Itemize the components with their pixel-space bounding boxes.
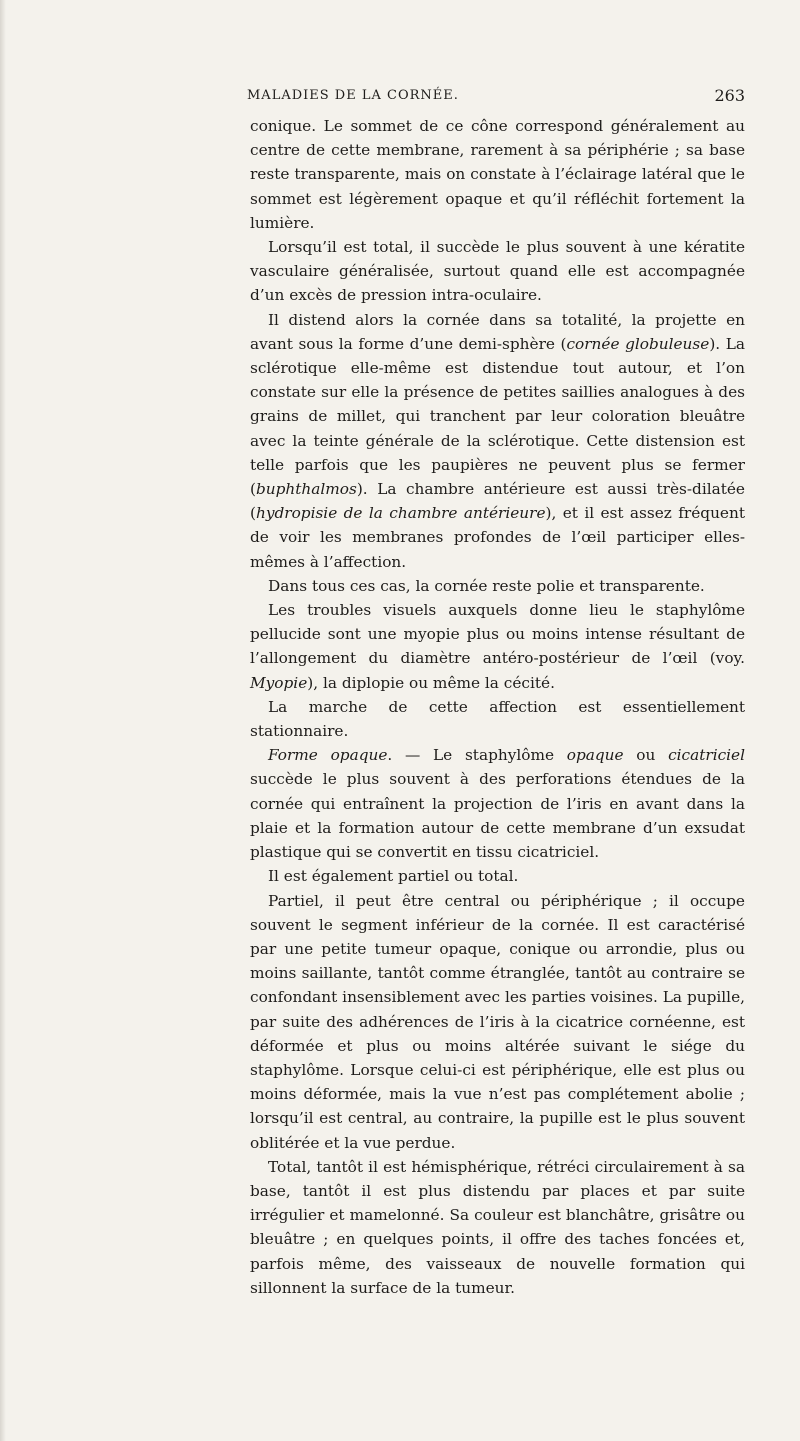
text-run: La marche de cette affection est essentiellement stationnaire. [250, 697, 745, 741]
text-run: ), la diplopie ou même la cécité. [307, 673, 555, 692]
text-run: . — Le staphylôme [387, 746, 567, 765]
text-run: Les troubles visuels auxquels donne lieu le staphylôme pellucide sont une myopie plus ou moins intense résultant de l’allongement du diamètre antéro-postérieur de l’œil (voy. [250, 601, 745, 668]
text-run: conique. Le sommet de ce cône correspond généralement au centre de cette membrane, rarement à sa périphérie ; sa base reste transparente, mais on constate à l’éclairage latéral que le sommet est légèrement opaque et qu’il réfléchit fortement la lumière. [250, 117, 745, 232]
text-run: ), et il est assez fréquent de voir les membranes profondes de l’œil participer elles-mêmes à l’affection. [250, 504, 745, 571]
text-run: Partiel, il peut être central ou périphérique ; il occupe souvent le segment inférieur de la cornée. Il est caractérisé par une petite tumeur opaque, conique ou arrondie, plus ou moins saillante, tantôt comme étranglée, tantôt au contraire se confondant insensiblement avec les parties voisines. La pupille, par suite des adhérences de l’iris à la cicatrice cornéenne, est déformée et plus ou moins altérée suivant le siége du staphylôme. Lorsque celui-ci est périphérique, elle est plus ou moins déformée, mais la vue n’est pas complétement abolie ; lorsqu’il est central, au contraire, la pupille est le plus souvent oblitérée et la vue perdue. [250, 891, 745, 1152]
paragraph [250, 864, 745, 888]
text-run: ou [623, 746, 669, 765]
paragraph [250, 574, 745, 598]
text-run: Lorsqu’il est total, il succède le plus souvent à une kératite vasculaire généralisée, surtout quand elle est accompagnée d’un excès de pression intra-oculaire. [250, 238, 745, 305]
paragraph [250, 743, 745, 864]
paragraph [250, 695, 745, 743]
running-header [247, 88, 745, 114]
text-run: Il est également partiel ou total. [268, 867, 519, 886]
paragraph [250, 114, 745, 235]
text-run: succède le plus souvent à des perforations étendues de la cornée qui entraînent la projection de l’iris en avant dans la plaie et la formation autour de cette membrane d’un exsudat plastique qui se convertit en tissu cicatriciel. [250, 770, 745, 862]
paragraph [250, 889, 745, 1155]
paragraph [250, 598, 745, 695]
page-number: 263 [714, 86, 745, 105]
italic-term: Forme opaque [268, 746, 388, 765]
italic-term: opaque [566, 746, 624, 765]
text-run: ). La chambre antérieure est aussi très-dilatée ( [250, 480, 745, 523]
text-run: ). La sclérotique elle-même est distendue tout autour, et l’on constate sur elle la présence de petites saillies analogues à des grains de millet, qui tranchent par leur coloration bleuâtre avec la teinte générale de la sclérotique. Cette distension est telle parfois que les paupières ne peuvent plus se fermer ( [250, 334, 745, 499]
text-run: Total, tantôt il est hémisphérique, rétréci circulairement à sa base, tantôt il est plus distendu par places et par suite irrégulier et mamelonné. Sa couleur est blanchâtre, grisâtre ou bleuâtre ; en quelques points, il offre des taches foncées et, parfois même, des vaisseaux de nouvelle formation qui sillonnent la surface de la tumeur. [250, 1157, 745, 1297]
paragraph [250, 235, 745, 308]
italic-term: buphthalmos [255, 480, 357, 499]
body-text [250, 114, 745, 1300]
italic-term: Myopie [250, 673, 308, 692]
text-run: Dans tous ces cas, la cornée reste polie et transparente. [268, 576, 705, 595]
paragraph [250, 308, 745, 574]
italic-term: cornée globuleuse [566, 334, 710, 353]
paragraph [250, 1155, 745, 1300]
text-run: Il distend alors la cornée dans sa totalité, la projette en avant sous la forme d’une demi-sphère ( [250, 310, 745, 353]
italic-term: hydropisie de la chambre antérieure [255, 504, 546, 523]
italic-term: cicatriciel [668, 746, 745, 765]
running-title: MALADIES DE LA CORNÉE. [247, 88, 459, 103]
